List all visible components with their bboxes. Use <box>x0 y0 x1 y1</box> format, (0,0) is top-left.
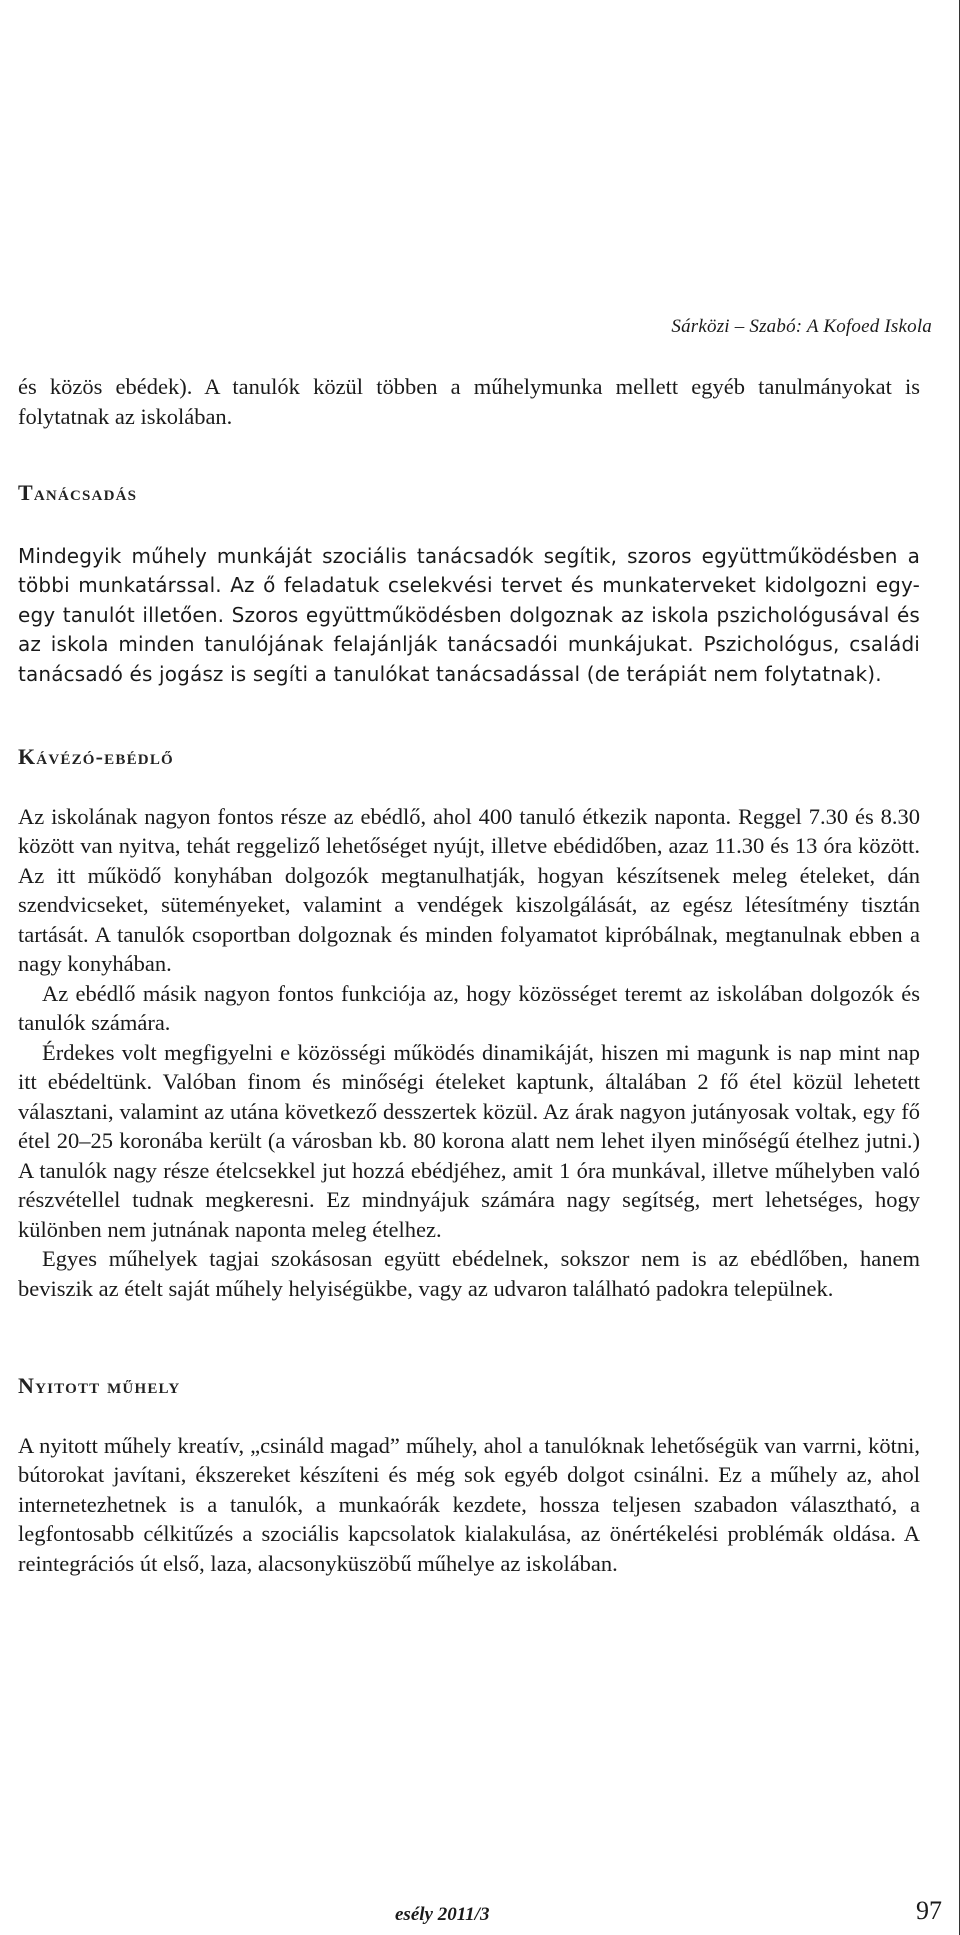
section-heading-kavezo: Kávézó-ebédlő <box>18 744 174 769</box>
intro-paragraph: és közös ebédek). A tanulók közül többen a műhelymunka mellett egyéb tanulmányokat is folytatnak az iskolában. <box>18 374 920 429</box>
paragraph-kavezo-3: Érdekes volt megfigyelni e közösségi működés dinamikáját, hiszen mi magunk is nap mint nap itt ebédeltünk. Valóban finom és minőségi ételeket kaptunk, általában 2 fő étel közül lehetett választani, valamint az utána következő desszertek közül. Az árak nagyon jutányosak voltak, egy fő étel 20–25 koronába került (a városban kb. 80 korona alatt nem lehet ilyen minőségű ételhez jutni.) A tanulók nagy része ételcsekkel jut hozzá ebédjéhez, amit 1 óra munkával, illetve műhelyben való részvétellel tudnak megkeresni. Ez mindnyájuk számára nagy segítség, mert lehetséges, hogy különben nem jutnának naponta meleg ételhez. <box>18 1039 920 1242</box>
running-head: Sárközi – Szabó: A Kofoed Iskola <box>671 316 932 337</box>
article-body <box>18 372 920 1578</box>
footer-journal: esély 2011/3 <box>395 1904 490 1925</box>
paragraph-kavezo-1: Az iskolának nagyon fontos része az ebédlő, ahol 400 tanuló étkezik naponta. Reggel 7.30 és 8.30 között van nyitva, tehát reggeliző lehetőséget nyújt, illetve ebédidőben, azaz 11.30 és 13 óra között. Az itt működő konyhában dolgozók megtanulhatják, hogyan készítsenek meleg ételeket, dán szendvicseket, süteményeket, valamint a vendégek kiszolgálását, az egész létesítmény tisztán tartását. A tanulók csoportban dolgoznak és minden folyamatot kipróbálnak, megtanulnak ebben a nagy konyhában. <box>18 803 920 976</box>
paragraph-tanacsadas: Mindegyik műhely munkáját szociális tanácsadók segítik, szoros együttműködésben a többi munkatárssal. Az ő feladatuk cselekvési tervet és munkaterveket kidolgozni egy-egy tanulót illetően. Szoros együttműködésben dolgoznak az iskola pszichológusával és az iskola minden tanulójának felajánlják tanácsadói munkájukat. Pszichológus, családi tanácsadó és jogász is segíti a tanulókat tanácsadással (de terápiát nem folytatnak). <box>18 543 920 686</box>
paragraph-kavezo-2: Az ebédlő másik nagyon fontos funkciója az, hogy közösséget teremt az iskolában dolgozók és tanulók számára. <box>18 980 920 1035</box>
section-heading-nyitott: Nyitott műhely <box>18 1373 181 1398</box>
paragraph-nyitott: A nyitott műhely kreatív, „csináld magad” műhely, ahol a tanulóknak lehetőségük van varrni, kötni, bútorokat javítani, ékszereket készíteni és még sok egyéb dolgot csinálni. Ez a műhely az, ahol internetezhetnek is a tanulók, a munkaórák kezdete, hossza teljesen szabadon választható, a legfontosabb célkitűzés a szociális kapcsolatok kialakulása, az önértékelési problémák oldása. A reintegrációs út első, laza, alacsonyküszöbű műhelye az iskolában. <box>18 1432 920 1576</box>
page-number: 97 <box>916 1896 942 1925</box>
paragraph-kavezo-4: Egyes műhelyek tagjai szokásosan együtt ebédelnek, sokszor nem is az ebédlőben, hanem beviszik az ételt saját műhely helyiségükbe, vagy az udvaron található padokra települnek. <box>18 1246 920 1301</box>
section-heading-tanacsadas: Tanácsadás <box>18 480 138 505</box>
